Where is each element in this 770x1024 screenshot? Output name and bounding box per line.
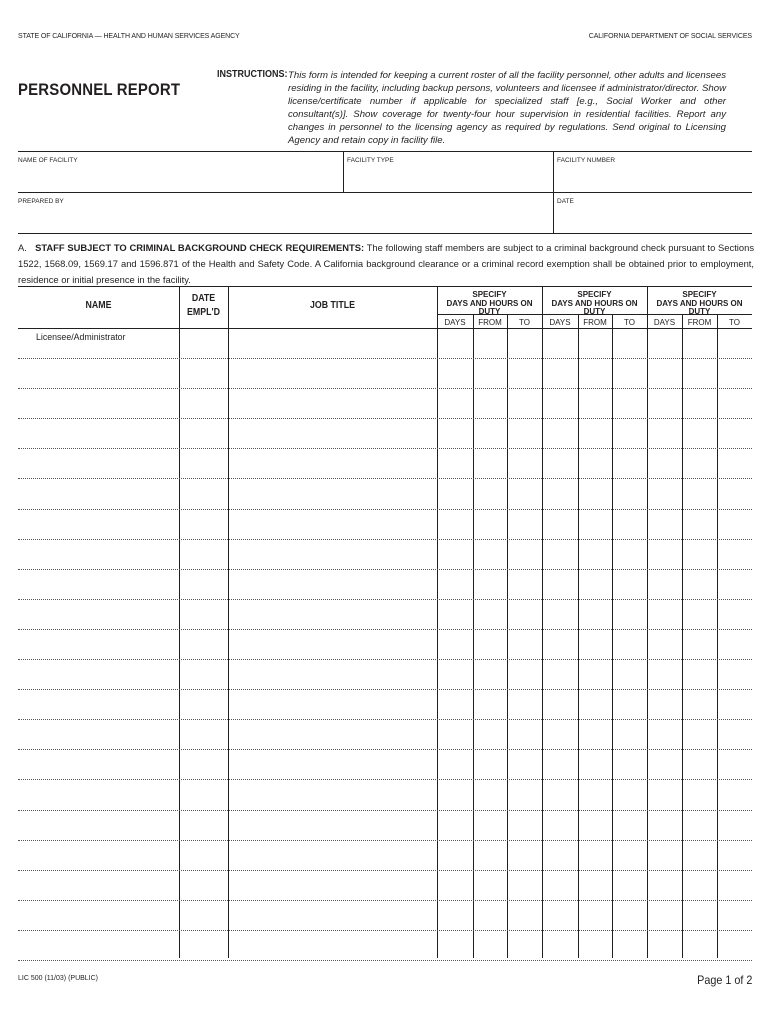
table-header-rule <box>18 328 752 329</box>
table-row[interactable] <box>18 870 752 871</box>
duty-header-line1: SPECIFY <box>577 290 612 299</box>
table-row[interactable] <box>18 629 752 630</box>
table-col-divider <box>542 286 543 958</box>
instructions-label: INSTRUCTIONS: <box>217 69 288 80</box>
department-header: CALIFORNIA DEPARTMENT OF SOCIAL SERVICES <box>588 33 752 40</box>
from-subheader: FROM <box>687 318 712 327</box>
facility-number-field[interactable]: FACILITY NUMBER <box>557 157 616 164</box>
table-row[interactable] <box>18 779 752 780</box>
duty-group-header-1 <box>437 291 542 317</box>
table-col-divider <box>612 314 613 958</box>
table-row[interactable] <box>18 478 752 479</box>
licensee-administrator-label: Licensee/Administrator <box>36 332 126 342</box>
to-subheader: TO <box>729 318 740 327</box>
prepared-by-field[interactable]: PREPARED BY <box>18 198 64 205</box>
from-subheader: FROM <box>583 318 607 327</box>
duty-group-header-2 <box>542 291 647 317</box>
table-row[interactable] <box>18 448 752 449</box>
table-col-divider <box>682 314 683 958</box>
duty-group-header-3 <box>647 291 752 317</box>
fields-top-rule <box>18 151 752 152</box>
table-col-divider <box>228 286 229 958</box>
table-col-divider <box>473 314 474 958</box>
table-col-divider <box>179 286 180 958</box>
table-row[interactable] <box>18 840 752 841</box>
job-title-column-header: JOB TITLE <box>310 300 355 311</box>
table-row[interactable] <box>18 749 752 750</box>
duty-header-line2: DAYS AND HOURS ON DUTY <box>446 298 533 316</box>
table-row[interactable] <box>18 358 752 359</box>
name-of-facility-field[interactable]: NAME OF FACILITY <box>18 157 78 164</box>
table-col-divider <box>578 314 579 958</box>
fields-middle-rule <box>18 192 752 193</box>
duty-header-line2: DAYS AND HOURS ON DUTY <box>551 298 638 316</box>
to-subheader: TO <box>519 318 530 327</box>
form-identifier: LIC 500 (11/03) (PUBLIC) <box>18 975 99 982</box>
date-header-line1: DATE <box>191 293 216 304</box>
fields-bottom-rule <box>18 233 752 234</box>
page-number: Page 1 of 2 <box>696 973 752 987</box>
section-a-body: The following staff members are subject to a criminal background check pursuant to Sections 1522, 1568.09, 1569.17 and 1596.871 of the Health and Safety Code. A California background clearance or a criminal record exemption shall be obtained prior to employment, residence or initial presence in the facility. <box>18 242 755 285</box>
table-row[interactable] <box>18 930 752 931</box>
table-row[interactable] <box>18 418 752 419</box>
table-top-rule <box>18 286 752 287</box>
days-subheader: DAYS <box>444 318 466 327</box>
table-col-divider <box>647 286 648 958</box>
fields-divider <box>343 151 344 192</box>
table-row[interactable] <box>18 689 752 690</box>
days-subheader: DAYS <box>653 318 676 327</box>
instructions-text: This form is intended for keeping a current roster of all the facility personnel, other adults and licensees residing in the facility, including backup persons, volunteers and licensee if administrator/director. Show license/certificate number if applicable for specialized staff [e.g., Social Worker and other consultant(s)]. Show coverage for twenty-four hour supervision in residential facilities. Report any changes in personnel to the licensing agency as required by regulations. Send original to Licensing Agency and retain copy in facility file. <box>288 70 726 147</box>
table-row[interactable] <box>18 900 752 901</box>
table-col-divider <box>437 286 438 958</box>
table-row[interactable] <box>18 599 752 600</box>
table-row[interactable] <box>18 388 752 389</box>
duty-header-line1: SPECIFY <box>682 290 717 299</box>
to-subheader: TO <box>624 318 635 327</box>
duty-header-line1: SPECIFY <box>472 290 507 299</box>
fields-divider <box>553 151 554 233</box>
section-a-text <box>18 240 754 288</box>
table-col-divider <box>507 314 508 958</box>
name-column-header: NAME <box>85 300 112 311</box>
facility-type-field[interactable]: FACILITY TYPE <box>347 157 394 164</box>
days-subheader: DAYS <box>549 318 571 327</box>
section-a-heading: STAFF SUBJECT TO CRIMINAL BACKGROUND CHECK REQUIREMENTS: <box>35 242 365 253</box>
date-employed-column-header <box>182 292 225 320</box>
date-field[interactable]: DATE <box>557 198 574 205</box>
page-title: PERSONNEL REPORT <box>18 80 181 99</box>
table-row[interactable] <box>18 539 752 540</box>
table-row[interactable] <box>18 960 752 961</box>
table-row[interactable] <box>18 659 752 660</box>
section-a-prefix: A. <box>18 242 27 253</box>
table-row[interactable] <box>18 509 752 510</box>
agency-header: STATE OF CALIFORNIA — HEALTH AND HUMAN SERVICES AGENCY <box>18 33 240 40</box>
table-col-divider <box>717 314 718 958</box>
table-row[interactable] <box>18 719 752 720</box>
table-row[interactable] <box>18 810 752 811</box>
duty-header-line2: DAYS AND HOURS ON DUTY <box>656 298 743 316</box>
from-subheader: FROM <box>478 318 502 327</box>
date-header-line2: EMPL'D <box>187 307 220 318</box>
table-row[interactable] <box>18 569 752 570</box>
